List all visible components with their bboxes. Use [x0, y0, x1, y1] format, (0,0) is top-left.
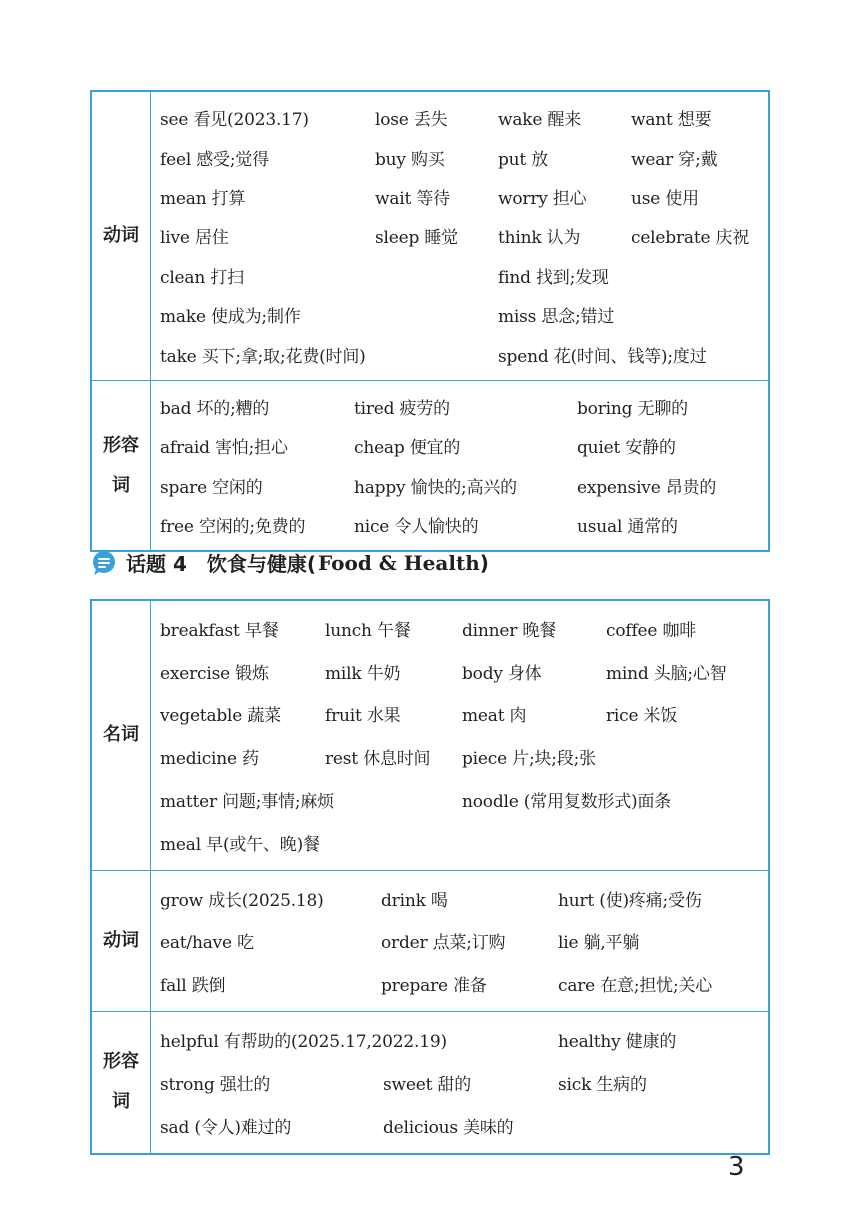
vocab-entry: lie 躺,平躺	[558, 933, 640, 954]
vocab-entry: mind 头脑;心智	[606, 663, 727, 684]
vocab-entry: sad (令人)难过的	[160, 1117, 292, 1138]
verbs-body-2	[150, 871, 768, 1011]
vocab-entry: exercise 锻炼	[160, 663, 269, 684]
vocab-entry: lunch 午餐	[325, 620, 411, 641]
table-row	[150, 98, 768, 137]
vocab-entry: hurt (使)疼痛;受伤	[558, 890, 702, 911]
table-row	[150, 735, 768, 778]
table-row	[150, 1018, 768, 1061]
table-row	[150, 962, 768, 1005]
vocab-entry: think 认为	[498, 228, 581, 249]
vocab-entry: bad 坏的;糟的	[160, 398, 270, 419]
vocab-entry: prepare 准备	[381, 976, 487, 997]
vocab-entry: want 想要	[631, 110, 712, 131]
table-row	[150, 334, 768, 373]
vocab-entry: delicious 美味的	[383, 1117, 514, 1138]
vocab-entry: miss 思念;错过	[498, 307, 615, 328]
topic-title-cn: 话题 4 饮食与健康(	[126, 552, 317, 576]
table-row	[150, 466, 768, 505]
table-row	[150, 387, 768, 426]
table-row	[150, 216, 768, 255]
vocab-table-2	[90, 599, 770, 1155]
nouns-body	[150, 601, 768, 870]
vocab-entry: dinner 晚餐	[462, 620, 557, 641]
table-row	[150, 693, 768, 736]
category-text-line2: 词	[112, 1091, 130, 1113]
table-row	[150, 778, 768, 821]
vocab-entry: drink 喝	[381, 890, 448, 911]
vocab-entry: tired 疲劳的	[354, 398, 450, 419]
vocab-entry: order 点菜;订购	[381, 933, 506, 954]
vocab-entry: meal 早(或午、晚)餐	[160, 834, 320, 855]
page-number: 3	[728, 1152, 745, 1182]
vocab-entry: make 使成为;制作	[160, 307, 301, 328]
vocab-entry: put 放	[498, 149, 549, 170]
vocab-entry: spare 空闲的	[160, 477, 263, 498]
table-row	[150, 295, 768, 334]
vocab-entry: vegetable 蔬菜	[160, 706, 281, 727]
category-label-adjectives	[92, 381, 151, 551]
vocab-entry: rest 休息时间	[325, 749, 431, 770]
verbs-body	[150, 92, 768, 380]
vocab-entry: grow 成长(2025.18)	[160, 890, 324, 911]
vocab-entry: eat/have 吃	[160, 933, 254, 954]
vocab-entry: worry 担心	[498, 188, 587, 209]
topic-title-en: Food & Health	[318, 550, 480, 575]
vocab-entry: afraid 害怕;担心	[160, 438, 288, 459]
verbs-section-2	[92, 870, 768, 1011]
table-row	[150, 1061, 768, 1104]
category-text: 名词	[103, 724, 139, 746]
vocab-table-1	[90, 90, 770, 552]
vocab-entry: fruit 水果	[325, 706, 401, 727]
vocab-entry: body 身体	[462, 663, 542, 684]
vocab-entry: celebrate 庆祝	[631, 228, 750, 249]
vocab-entry: find 找到;发现	[498, 267, 609, 288]
table-row	[150, 1104, 768, 1147]
vocab-entry: coffee 咖啡	[606, 620, 697, 641]
vocab-entry: feel 感受;觉得	[160, 149, 269, 170]
category-text: 动词	[103, 224, 139, 246]
vocab-entry: rice 米饭	[606, 706, 678, 727]
vocab-entry: happy 愉快的;高兴的	[354, 477, 517, 498]
category-label-adjectives-2	[92, 1012, 151, 1152]
vocab-entry: helpful 有帮助的(2025.17,2022.19)	[160, 1032, 447, 1053]
vocab-entry: spend 花(时间、钱等);度过	[498, 346, 707, 367]
vocab-entry: noodle (常用复数形式)面条	[462, 792, 672, 813]
vocab-entry: clean 打扫	[160, 267, 244, 288]
vocab-entry: lose 丢失	[375, 110, 448, 131]
vocab-entry: healthy 健康的	[558, 1032, 677, 1053]
table-row	[150, 177, 768, 216]
vocab-entry: milk 牛奶	[325, 663, 401, 684]
adjectives-body	[150, 381, 768, 551]
table-row	[150, 877, 768, 920]
table-row	[150, 256, 768, 295]
table-row	[150, 426, 768, 465]
vocab-entry: expensive 昂贵的	[577, 477, 717, 498]
vocab-entry: nice 令人愉快的	[354, 517, 479, 538]
nouns-section	[92, 601, 768, 870]
vocab-entry: wear 穿;戴	[631, 149, 718, 170]
table-row	[150, 137, 768, 176]
vocab-entry: quiet 安静的	[577, 438, 676, 459]
vocab-entry: sick 生病的	[558, 1074, 647, 1095]
vocab-entry: piece 片;块;段;张	[462, 749, 596, 770]
category-label-verbs-2	[92, 871, 151, 1011]
vocab-entry: sweet 甜的	[383, 1074, 472, 1095]
topic-title-close: )	[479, 550, 489, 575]
category-text-line1: 形容	[103, 1051, 139, 1073]
adjectives-section-2	[92, 1011, 768, 1152]
category-text-line2: 词	[112, 474, 130, 496]
vocab-entry: live 居住	[160, 228, 229, 249]
table-row	[150, 607, 768, 650]
vocab-entry: medicine 药	[160, 749, 259, 770]
adjectives-section	[92, 380, 768, 551]
vocab-entry: free 空闲的;免费的	[160, 517, 306, 538]
vocab-entry: sleep 睡觉	[375, 228, 458, 249]
vocab-entry: see 看见(2023.17)	[160, 110, 309, 131]
category-text: 动词	[103, 929, 139, 951]
chat-bubble-icon	[90, 549, 118, 577]
category-text-line1: 形容	[103, 434, 139, 456]
vocab-entry: usual 通常的	[577, 517, 678, 538]
vocab-entry: boring 无聊的	[577, 398, 688, 419]
vocab-entry: wait 等待	[375, 188, 450, 209]
category-label-nouns	[92, 601, 151, 870]
vocab-entry: take 买下;拿;取;花费(时间)	[160, 346, 366, 367]
vocab-entry: matter 问题;事情;麻烦	[160, 792, 334, 813]
vocab-entry: wake 醒来	[498, 110, 582, 131]
vocab-entry: meat 肉	[462, 706, 527, 727]
topic-heading	[90, 548, 489, 577]
vocab-entry: strong 强壮的	[160, 1074, 271, 1095]
vocab-entry: fall 跌倒	[160, 976, 226, 997]
table-row	[150, 920, 768, 963]
vocab-entry: mean 打算	[160, 188, 246, 209]
vocab-entry: buy 购买	[375, 149, 445, 170]
table-row	[150, 505, 768, 544]
table-row	[150, 821, 768, 864]
table-row	[150, 650, 768, 693]
vocab-entry: cheap 便宜的	[354, 438, 461, 459]
vocab-entry: use 使用	[631, 188, 699, 209]
verbs-section	[92, 92, 768, 380]
vocab-entry: care 在意;担忧;关心	[558, 976, 713, 997]
category-label-verbs	[92, 92, 151, 380]
adjectives-body-2	[150, 1012, 768, 1152]
vocab-entry: breakfast 早餐	[160, 620, 279, 641]
